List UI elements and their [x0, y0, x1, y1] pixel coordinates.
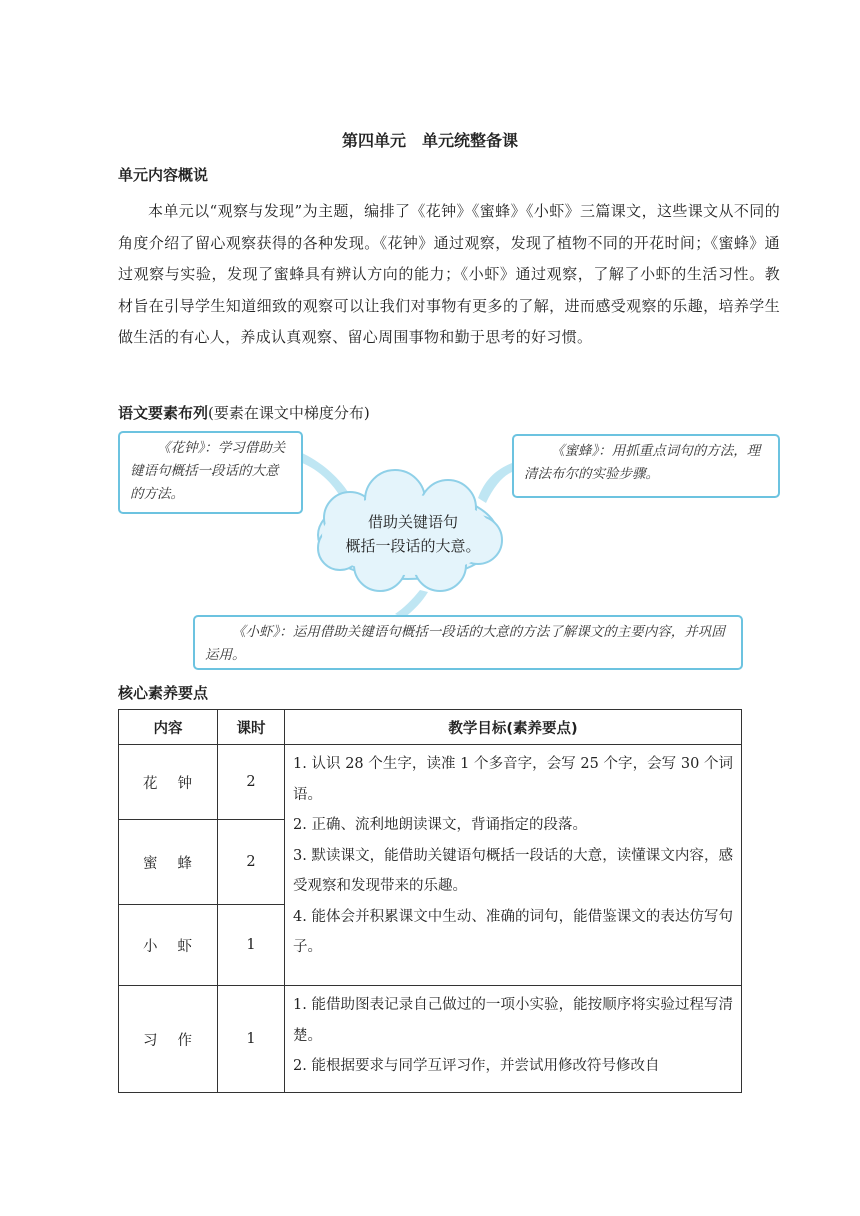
- note-huazhong: 《花钟》：学习借助关键语句概括一段话的大意的方法。: [118, 431, 303, 514]
- table-row: [119, 986, 742, 1093]
- column-header-content: 内容: [119, 710, 218, 745]
- diagram-center-text: [338, 510, 488, 558]
- lesson-hours: 1: [218, 905, 285, 986]
- lesson-name: 习作: [119, 986, 218, 1093]
- table-row: [119, 745, 742, 820]
- table-header-row: [119, 710, 742, 745]
- goal-item: 3. 默读课文，能借助关键语句概括一段话的大意，读懂课文内容，感受观察和发现带来的乐趣。: [293, 847, 733, 894]
- overview-heading: 单元内容概说: [118, 166, 209, 184]
- lesson-name: 花钟: [119, 745, 218, 820]
- note-mifeng: 《蜜蜂》：用抓重点词句的方法，理清法布尔的实验步骤。: [512, 434, 780, 498]
- writing-goals-cell: [285, 986, 742, 1093]
- center-line-1: 借助关键语句: [367, 513, 458, 531]
- note-xiaoxia: 《小虾》：运用借助关键语句概括一段话的大意的方法了解课文的主要内容，并巩固运用。: [193, 615, 743, 670]
- goal-item: 2. 正确、流利地朗读课文，背诵指定的段落。: [293, 817, 587, 833]
- elements-heading-note: (要素在课文中梯度分布): [208, 404, 370, 422]
- connector-right: [478, 463, 512, 503]
- connector-bottom: [395, 590, 428, 618]
- goal-item: 2. 能根据要求与同学互评习作，并尝试用修改符号修改自: [293, 1058, 660, 1074]
- elements-heading-title: 语文要素布列: [118, 404, 209, 422]
- column-header-goals: 教学目标(素养要点): [285, 710, 742, 745]
- column-header-hours: 课时: [218, 710, 285, 745]
- lesson-hours: 1: [218, 986, 285, 1093]
- goal-item: 1. 认识 28 个生字，读准 1 个多音字，会写 25 个字，会写 30 个词语。: [293, 756, 733, 803]
- lesson-name: 蜜蜂: [119, 820, 218, 905]
- lesson-hours: 2: [218, 745, 285, 820]
- center-line-2: 概括一段话的大意。: [345, 537, 481, 555]
- core-goals-table: [118, 709, 742, 1093]
- lesson-hours: 2: [218, 820, 285, 905]
- overview-paragraph: 本单元以“观察与发现”为主题，编排了《花钟》《蜜蜂》《小虾》三篇课文，这些课文从不同的角度介绍了留心观察获得的各种发现。《花钟》通过观察，发现了植物不同的开花时间；《蜜蜂》通过观察与实验，发现了蜜蜂具有辨认方向的能力；《小虾》通过观察，了解了小虾的生活习性。教材旨在引导学生知道细致的观察可以让我们对事物有更多的了解，进而感受观察的乐趣，培养学生做生活的有心人，养成认真观察、留心周围事物和勤于思考的好习惯。: [118, 202, 780, 346]
- goal-item: 4. 能体会并积累课文中生动、准确的词句，能借鉴课文的表达仿写句子。: [293, 908, 733, 955]
- goal-item: 1. 能借助图表记录自己做过的一项小实验，能按顺序将实验过程写清楚。: [293, 997, 733, 1044]
- reading-goals-cell: [285, 745, 742, 986]
- core-heading: 核心素养要点: [118, 684, 209, 702]
- lesson-name: 小虾: [119, 905, 218, 986]
- page-title: 第四单元 单元统整备课: [341, 131, 518, 150]
